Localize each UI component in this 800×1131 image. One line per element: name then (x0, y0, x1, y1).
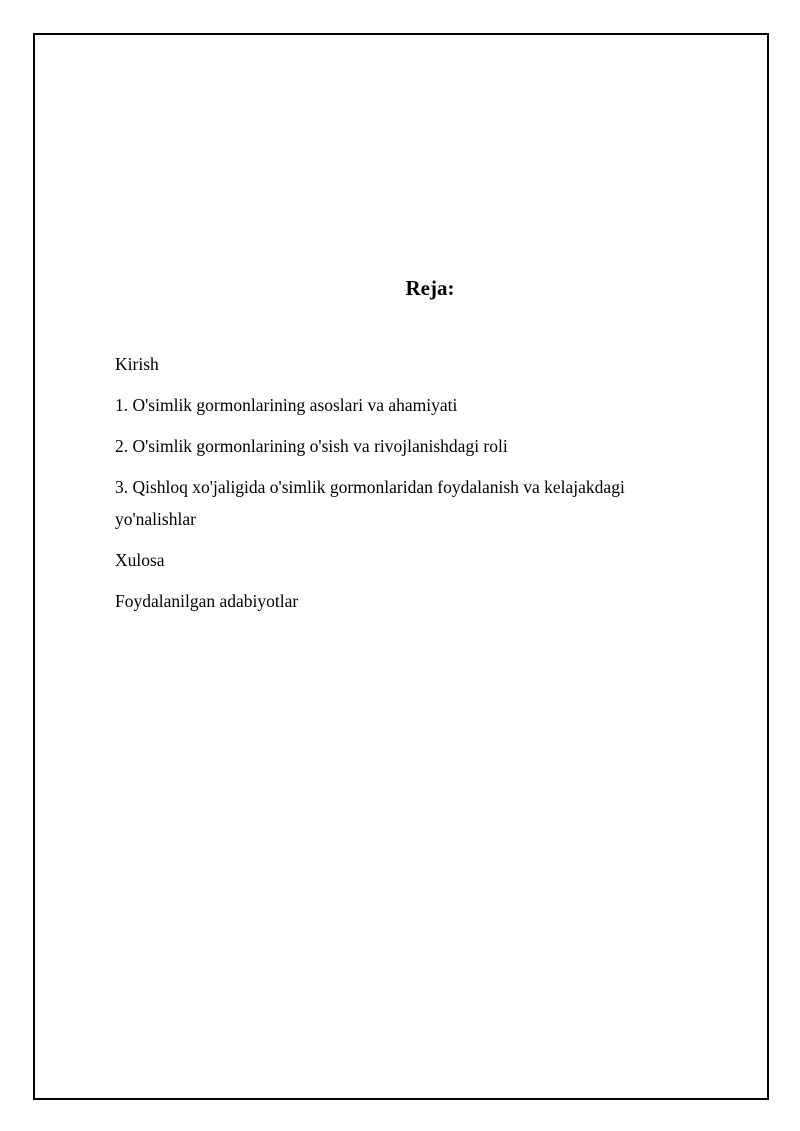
page-title: Reja: (405, 276, 455, 300)
contents-item-references: Foydalanilgan adabiyotlar (115, 591, 299, 611)
contents-item-introduction: Kirish (115, 354, 159, 374)
table-of-contents (115, 348, 695, 626)
contents-item-2: 2. O'simlik gormonlarining o'sish va rivojlanishdagi roli (115, 436, 508, 456)
contents-item-1: 1. O'simlik gormonlarining asoslari va ahamiyati (115, 395, 458, 415)
contents-item-conclusion: Xulosa (115, 550, 165, 570)
contents-item-3: 3. Qishloq xo'jaligida o'simlik gormonlaridan foydalanish va kelajakdagi yo'nalishlar (115, 477, 625, 529)
